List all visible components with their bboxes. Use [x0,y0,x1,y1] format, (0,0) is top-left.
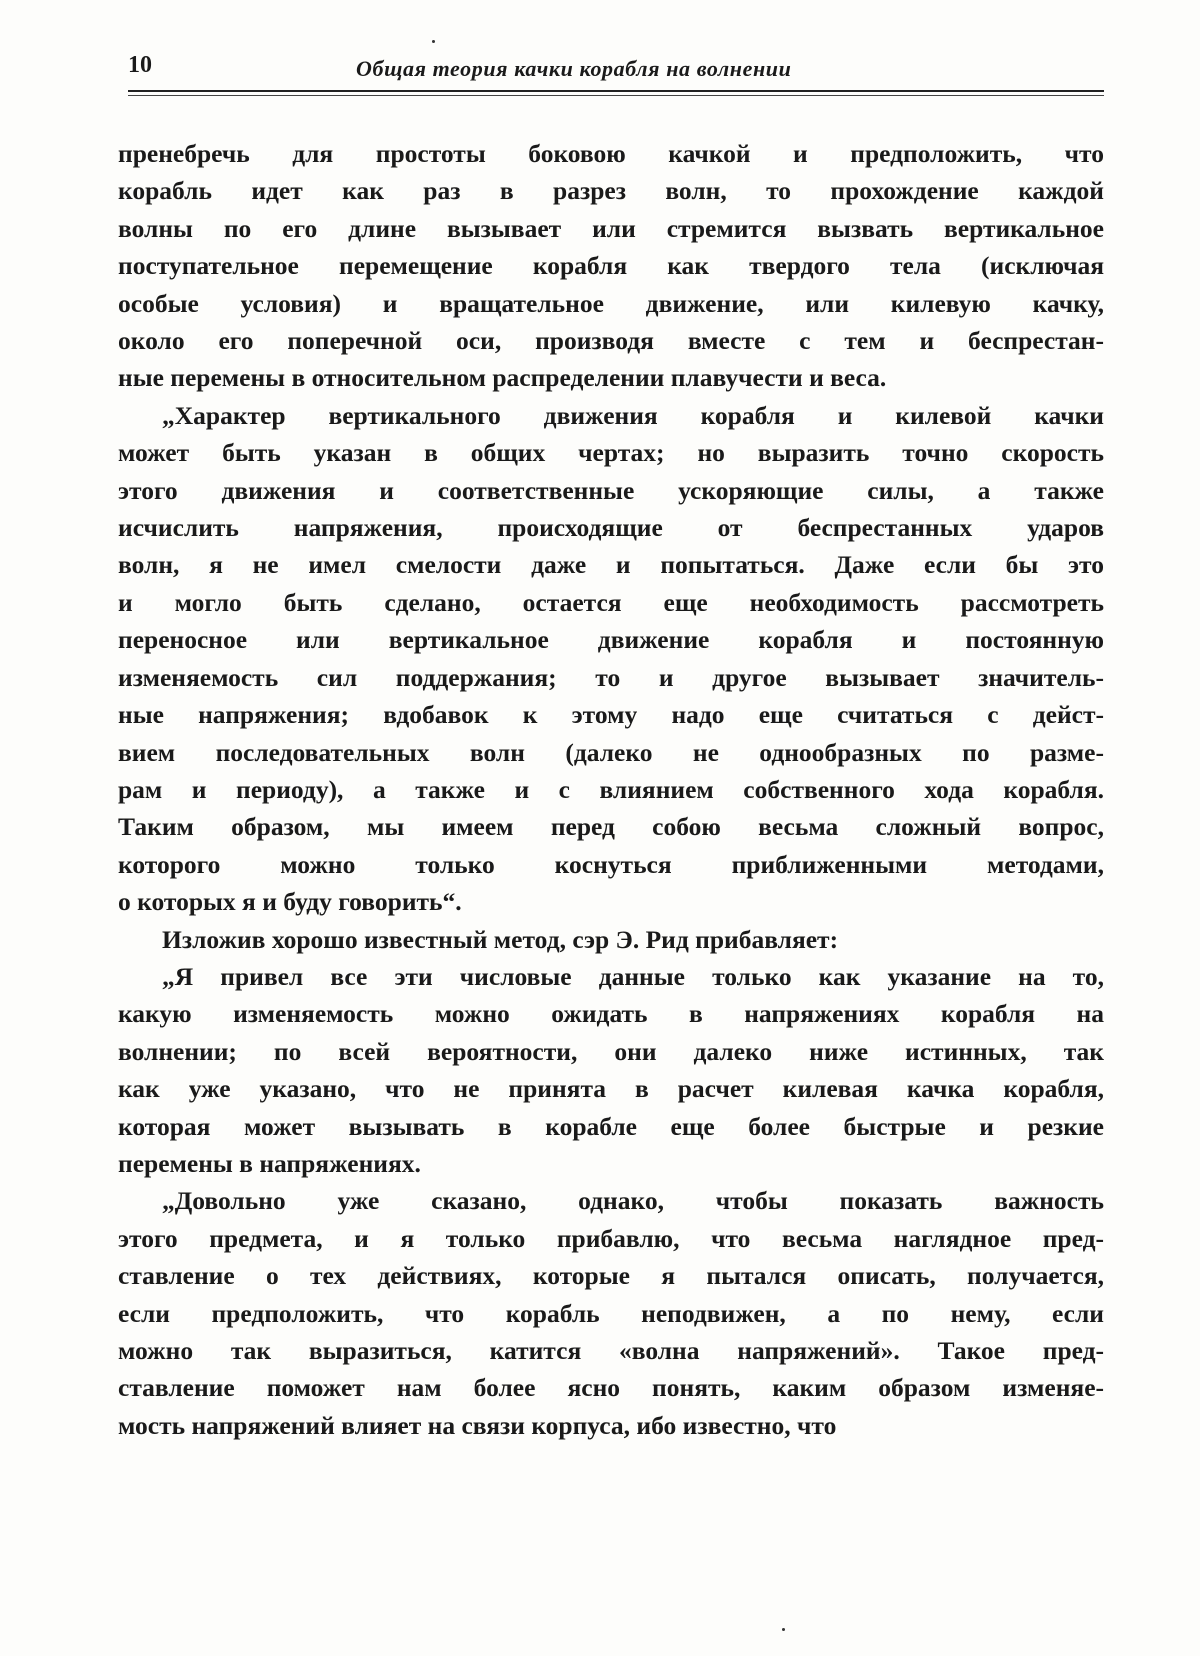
paragraph [118,958,1104,1182]
text-line: ставление о тех действиях, которые я пытался описать, получается, [118,1261,1104,1291]
paragraph [118,135,1104,397]
header-rule-thin [128,95,1104,96]
text-line: если предположить, что корабль неподвижен, а по нему, если [118,1298,1104,1328]
text-line: волн, я не имел смелости даже и попытаться. Даже если бы это [118,550,1104,580]
text-line: ставление поможет нам более ясно понять, каким образом изменяе- [118,1373,1104,1403]
text-line: волнении; по всей вероятности, они далеко ниже истинных, так [118,1036,1104,1066]
text-line: вием последовательных волн (далеко не однообразных по разме- [118,737,1104,767]
text-line: исчислить напряжения, происходящие от беспрестанных ударов [118,513,1104,543]
page-number: 10 [128,52,152,78]
text-line: „Характер вертикального движения корабля и килевой качки [162,400,1104,430]
text-line: перемены в напряжениях. [118,1148,421,1178]
text-line: этого предмета, и я только прибавлю, что весьма наглядное пред- [118,1223,1104,1253]
text-line: о которых я и буду говорить“. [118,887,462,917]
text-line: корабль идет как раз в разрез волн, то прохождение каждой [118,176,1104,206]
text-line: как уже указано, что не принята в расчет килевая качка корабля, [118,1074,1104,1104]
text-line: можно так выразиться, катится «волна напряжений». Такое пред- [118,1336,1104,1365]
page-header [128,48,1104,98]
text-line: „Я привел все эти числовые данные только как указание на то, [162,961,1104,991]
text-line: переносное или вертикальное движение корабля и постоянную [118,625,1104,655]
text-line: особые условия) и вращательное движение, или килевую качку, [118,288,1104,318]
text-line: ные напряжения; вдобавок к этому надо еще считаться с дейст- [118,700,1104,730]
speck-mark [432,40,435,43]
text-line: какую изменяемость можно ожидать в напряжениях корабля на [118,999,1104,1029]
running-title: Общая теория качки корабля на волнении [356,56,792,81]
header-rule [128,90,1104,92]
paragraph [118,921,1104,958]
speck-mark [782,1628,785,1631]
paragraph [118,1182,1104,1444]
body-text [118,135,1104,1444]
text-line: и могло быть сделано, остается еще необходимость рассмотреть [118,587,1104,617]
text-line: этого движения и соответственные ускоряющие силы, а также [118,475,1104,505]
text-line: поступательное перемещение корабля как твердого тела (исключая [118,251,1104,281]
text-line: мость напряжений влияет на связи корпуса, ибо известно, что [118,1410,837,1440]
text-line: которая может вызывать в корабле еще более быстрые и резкие [118,1111,1104,1141]
text-line: пренебречь для простоты боковою качкой и предположить, что [118,139,1104,168]
paragraph [118,397,1104,921]
text-line: может быть указан в общих чертах; но выразить точно скорость [118,438,1104,468]
text-line: изменяемость сил поддержания; то и другое вызывает значитель- [118,662,1104,692]
text-line: Изложив хорошо известный метод, сэр Э. Рид прибавляет: [162,924,839,954]
text-line: рам и периоду), а также и с влиянием собственного хода корабля. [118,774,1104,804]
text-line: „Довольно уже сказано, однако, чтобы показать важность [162,1186,1104,1216]
text-line: волны по его длине вызывает или стремится вызвать вертикальное [118,213,1104,243]
text-line: около его поперечной оси, производя вместе с тем и беспрестан- [118,326,1104,356]
text-line: Таким образом, мы имеем перед собою весьма сложный вопрос, [118,812,1104,842]
text-line: которого можно только коснуться приближенными методами, [118,849,1104,879]
text-line: ные перемены в относительном распределении плавучести и веса. [118,363,887,393]
